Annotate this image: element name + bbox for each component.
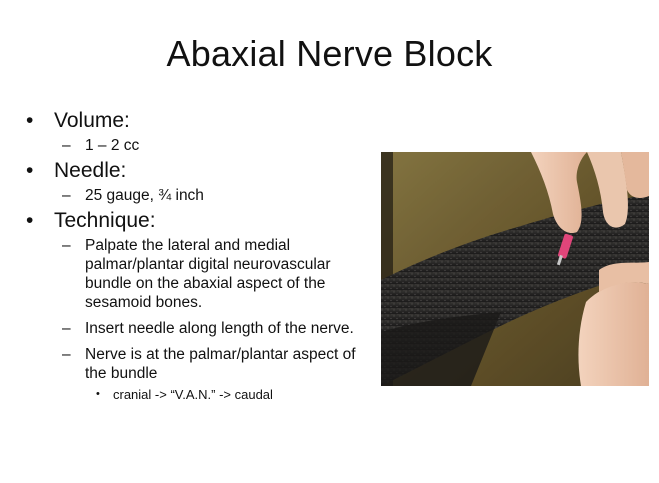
sub-sub-bullet-text: cranial -> “V.A.N.” -> caudal [113,387,273,402]
bullet-label: Volume: [54,109,130,132]
bullet-volume [26,108,371,134]
bullet-needle [26,158,371,184]
sub-bullet-text: 25 gauge, ¾ inch [85,187,204,204]
sub-bullet-dash: – [62,346,71,363]
bullet-dot: • [26,159,34,182]
sub-bullet-nerve-location [26,345,371,383]
bullet-dot: • [26,209,34,232]
sub-bullet-dash: – [62,237,71,254]
horse-limb-injection-photo [381,152,649,386]
slide-title: Abaxial Nerve Block [166,33,493,74]
sub-bullet-dash: – [62,137,71,154]
sub-sub-bullet-van [26,386,371,403]
sub-bullet-text: Nerve is at the palmar/plantar aspect of the bundle [85,346,356,382]
bullet-label: Needle: [54,159,127,182]
bullet-technique [26,208,371,234]
bullet-label: Technique: [54,209,156,232]
sub-bullet-dash: – [62,320,71,337]
sub-sub-bullet-dot: • [96,388,100,400]
sub-bullet-text: Palpate the lateral and medial palmar/plantar digital neurovascular bundle on the abaxial aspect of the sesamoid bones. [85,237,331,311]
bullet-list [26,108,371,403]
sub-bullet-text: 1 – 2 cc [85,137,140,154]
sub-bullet-dash: – [62,187,71,204]
sub-bullet-text: Insert needle along length of the nerve. [85,320,354,337]
bullet-dot: • [26,109,34,132]
sub-bullet-palpate [26,236,371,312]
sub-bullet-insert [26,319,371,338]
sub-bullet-needle-value [26,186,371,205]
sub-bullet-volume-value [26,136,371,155]
